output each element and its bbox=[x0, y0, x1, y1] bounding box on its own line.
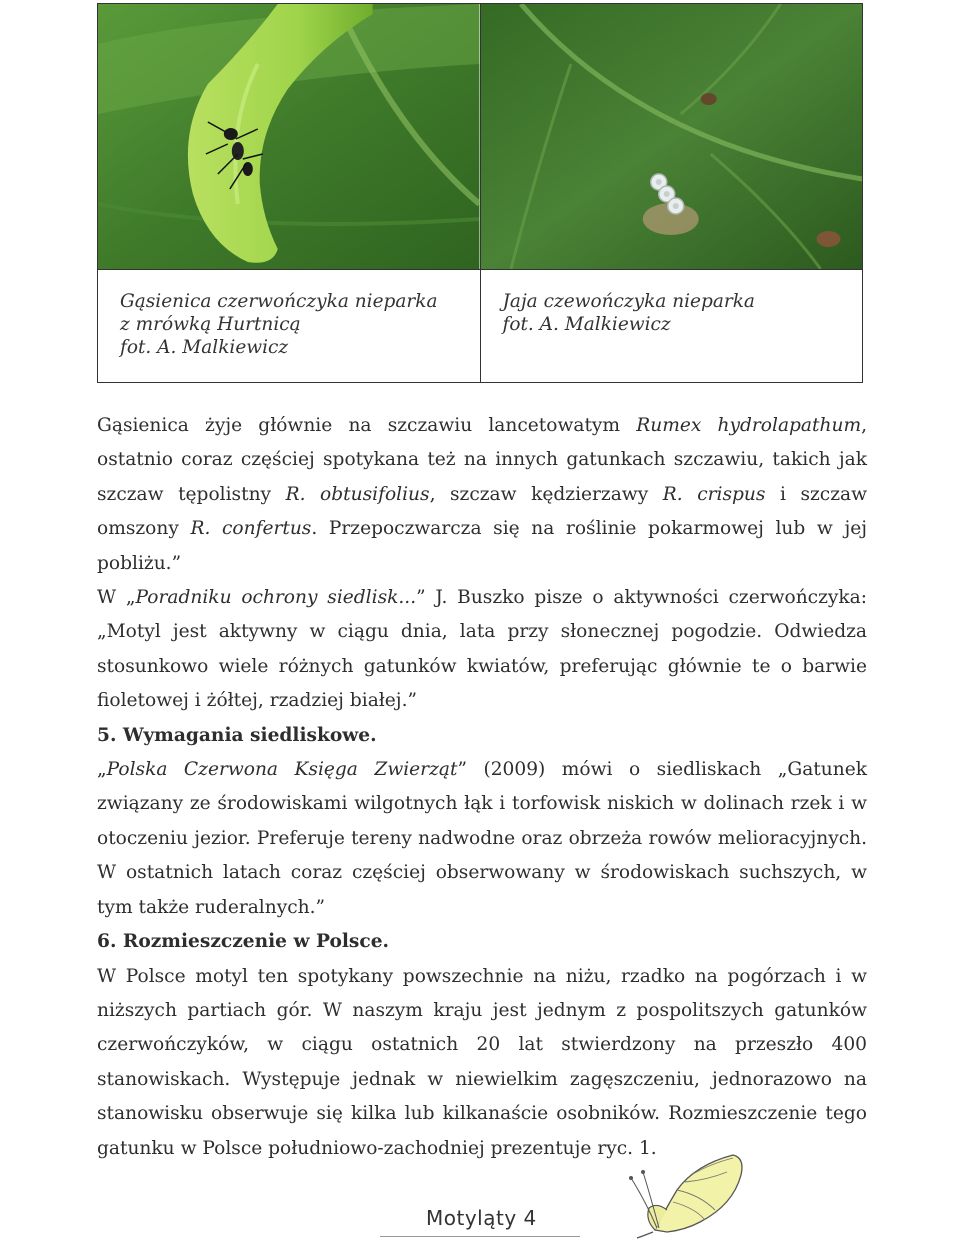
paragraph-host-plants bbox=[97, 409, 867, 581]
text-run: W „ bbox=[97, 587, 136, 609]
caption-line: Gąsienica czerwończyka nieparka bbox=[120, 291, 438, 312]
text-run: , ostatnio coraz częściej spotykana też na innych gatunkach szczawiu, takich jak szczaw tępolistny bbox=[97, 415, 867, 505]
footer-label: Motyląty 4 bbox=[426, 1206, 537, 1230]
latin-name: Rumex hydrolapathum bbox=[636, 415, 862, 436]
photo-column-left bbox=[98, 4, 480, 382]
text-run: „ bbox=[97, 759, 107, 781]
text-run: Gąsienica żyje głównie na szczawiu lancetowatym bbox=[97, 415, 637, 436]
book-title: Polska Czerwona Księga Zwierząt bbox=[106, 759, 458, 781]
page-footer bbox=[0, 1190, 960, 1240]
eggs-on-leaf-image bbox=[481, 4, 863, 269]
latin-name: R. confertus bbox=[190, 518, 312, 540]
paragraph-habitat bbox=[97, 753, 867, 925]
latin-name: R. crispus bbox=[662, 483, 766, 505]
eggs-photo bbox=[481, 4, 863, 269]
section-heading-habitat: 5. Wymagania siedliskowe. bbox=[97, 724, 377, 746]
text-run: . Przepoczwarcza się na roślinie pokarmowej lub w jej pobliżu.” bbox=[97, 518, 867, 574]
text-run: ” J. Buszko pisze o aktywności czerwończyka: „Motyl jest aktywny w ciągu dnia, lata przy słonecznej pogodzie. Odwiedza stosunkowo wiele różnych gatunków kwiatów, preferując głównie te o barwie fioletowej i żółtej, rzadziej białej.” bbox=[97, 587, 868, 712]
section-heading-distribution: 6. Rozmieszczenie w Polsce. bbox=[97, 931, 390, 953]
book-title: Poradniku ochrony siedlisk... bbox=[135, 587, 417, 609]
paragraph-activity bbox=[97, 581, 867, 719]
photo-column-right bbox=[480, 4, 863, 382]
body-text bbox=[97, 409, 867, 1166]
footer-rule bbox=[380, 1236, 580, 1237]
latin-name: R. obtusifolius bbox=[285, 483, 430, 505]
caterpillar-caption bbox=[98, 269, 480, 382]
text-run: i szczaw omszony bbox=[97, 483, 867, 540]
text-run: ” (2009) mówi o siedliskach „Gatunek związany ze środowiskami wilgotnych łąk i torfowisk niskich w dolinach rzek i w otoczeniu jezior. Preferuje tereny nadwodne oraz obrzeża rowów melioracyjnych. W ostatnich latach coraz częściej obserwowany w środowiskach suchszych, w tym także ruderalnych.” bbox=[97, 759, 868, 918]
caption-line: fot. A. Malkiewicz bbox=[502, 314, 671, 335]
caption-line: fot. A. Malkiewicz bbox=[120, 337, 289, 358]
text-run: , szczaw kędzierzawy bbox=[429, 483, 663, 505]
photo-table bbox=[97, 3, 863, 383]
caterpillar-photo bbox=[98, 4, 480, 269]
caterpillar-with-ant-image bbox=[98, 4, 480, 269]
eggs-caption bbox=[481, 269, 863, 382]
caption-line: z mrówką Hurtnicą bbox=[120, 314, 301, 335]
paragraph-distribution: W Polsce motyl ten spotykany powszechnie na niżu, rzadko na pogórzach i w niższych partiach gór. W naszym kraju jest jednym z pospolitszych gatunków czerwończyków, w ciągu ostatnich 20 lat stwierdzony na przeszło 400 stanowiskach. Występuje jednak w niewielkim zagęszczeniu, jednorazowo na stanowisku obserwuje się kilka lub kilkanaście osobników. Rozmieszczenie tego gatunku w Polsce południowo-zachodniej prezentuje ryc. 1. bbox=[97, 965, 867, 1159]
caption-line: Jaja czewończyka nieparka bbox=[502, 291, 755, 312]
